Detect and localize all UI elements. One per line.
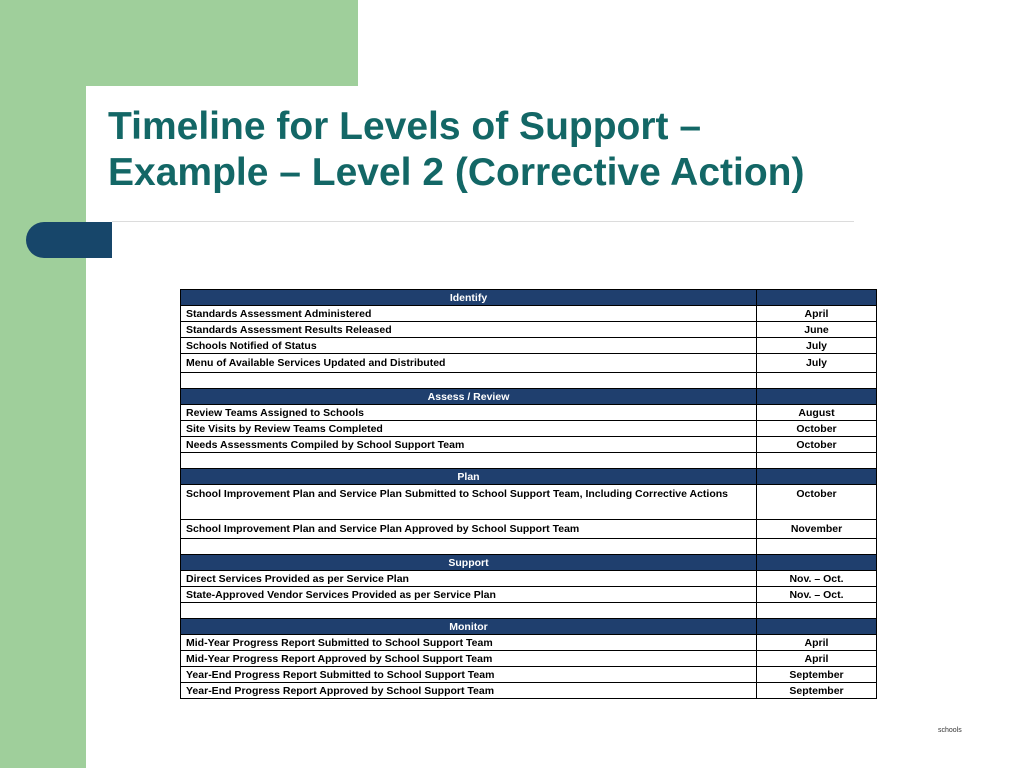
slide-title: [108, 104, 988, 196]
month-cell: October: [757, 437, 877, 453]
table-row: [181, 683, 877, 699]
table-row: [181, 587, 877, 603]
section-header-monitor: [181, 619, 877, 635]
section-heading: Support: [181, 555, 757, 571]
month-cell: June: [757, 322, 877, 338]
section-heading-blank: [757, 619, 877, 635]
blank-cell: [757, 373, 877, 389]
spacer-row: [181, 603, 877, 619]
month-cell: Nov. – Oct.: [757, 571, 877, 587]
section-heading-blank: [757, 290, 877, 306]
task-cell: Direct Services Provided as per Service Plan: [181, 571, 757, 587]
table-row: [181, 667, 877, 683]
month-cell: August: [757, 405, 877, 421]
month-cell: July: [757, 338, 877, 354]
table-row: [181, 437, 877, 453]
task-cell: Year-End Progress Report Submitted to School Support Team: [181, 667, 757, 683]
blank-cell: [181, 539, 757, 555]
blank-cell: [757, 603, 877, 619]
task-cell: Standards Assessment Administered: [181, 306, 757, 322]
table-row: [181, 520, 877, 539]
table-row: [181, 485, 877, 520]
month-cell: September: [757, 667, 877, 683]
timeline-table: [180, 289, 877, 699]
section-header-plan: [181, 469, 877, 485]
month-cell: April: [757, 635, 877, 651]
section-heading: Plan: [181, 469, 757, 485]
task-cell: Mid-Year Progress Report Approved by School Support Team: [181, 651, 757, 667]
table-row: [181, 322, 877, 338]
section-heading: Assess / Review: [181, 389, 757, 405]
title-divider: [112, 221, 854, 222]
section-header-identify: [181, 290, 877, 306]
section-header-assess-review: [181, 389, 877, 405]
month-cell: July: [757, 354, 877, 373]
task-cell: School Improvement Plan and Service Plan Approved by School Support Team: [181, 520, 757, 539]
month-cell: November: [757, 520, 877, 539]
blank-cell: [181, 373, 757, 389]
task-cell: Year-End Progress Report Approved by School Support Team: [181, 683, 757, 699]
month-cell: October: [757, 485, 877, 520]
table-row: [181, 405, 877, 421]
section-header-support: [181, 555, 877, 571]
table-row: [181, 338, 877, 354]
task-cell: Schools Notified of Status: [181, 338, 757, 354]
task-cell: Mid-Year Progress Report Submitted to School Support Team: [181, 635, 757, 651]
task-cell: Review Teams Assigned to Schools: [181, 405, 757, 421]
green-top-corner: [86, 0, 358, 86]
section-heading: Identify: [181, 290, 757, 306]
month-cell: Nov. – Oct.: [757, 587, 877, 603]
blank-cell: [757, 539, 877, 555]
task-cell: Standards Assessment Results Released: [181, 322, 757, 338]
month-cell: October: [757, 421, 877, 437]
footnote: schools: [938, 727, 962, 734]
slide-title-line-2: Example – Level 2 (Corrective Action): [108, 151, 805, 194]
spacer-row: [181, 373, 877, 389]
blank-cell: [181, 603, 757, 619]
month-cell: April: [757, 306, 877, 322]
task-cell: Needs Assessments Compiled by School Support Team: [181, 437, 757, 453]
task-cell: School Improvement Plan and Service Plan Submitted to School Support Team, Including Corrective Actions: [181, 485, 757, 520]
section-heading: Monitor: [181, 619, 757, 635]
task-cell: Site Visits by Review Teams Completed: [181, 421, 757, 437]
table-row: [181, 635, 877, 651]
month-cell: September: [757, 683, 877, 699]
table-row: [181, 306, 877, 322]
blank-cell: [181, 453, 757, 469]
navy-accent-tab: [26, 222, 112, 258]
section-heading-blank: [757, 555, 877, 571]
green-side-band: [0, 0, 86, 768]
table-row: [181, 421, 877, 437]
table-row: [181, 651, 877, 667]
spacer-row: [181, 539, 877, 555]
spacer-row: [181, 453, 877, 469]
slide-title-line-1: Timeline for Levels of Support –: [108, 105, 702, 148]
blank-cell: [757, 453, 877, 469]
table-row: [181, 571, 877, 587]
task-cell: State-Approved Vendor Services Provided as per Service Plan: [181, 587, 757, 603]
month-cell: April: [757, 651, 877, 667]
section-heading-blank: [757, 389, 877, 405]
task-cell: Menu of Available Services Updated and Distributed: [181, 354, 757, 373]
section-heading-blank: [757, 469, 877, 485]
table-row: [181, 354, 877, 373]
